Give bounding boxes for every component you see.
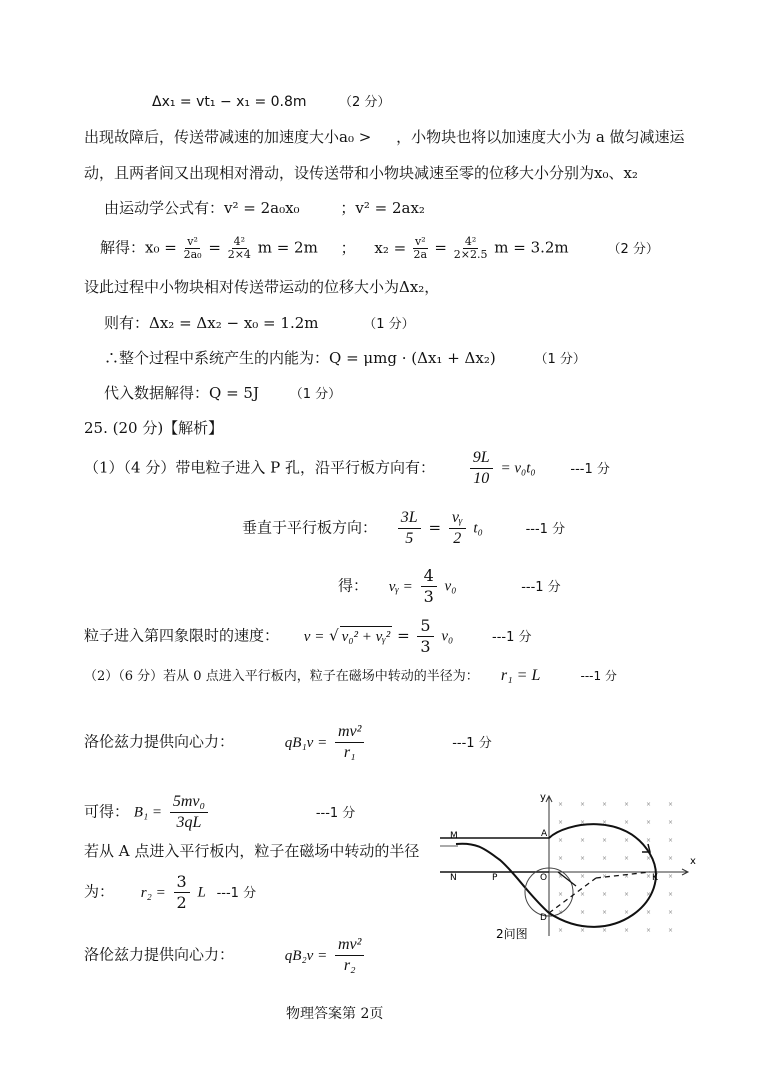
text: = — [208, 238, 221, 257]
sqrt-content: v₀² + vᵧ² — [340, 626, 393, 647]
text: B₁ = — [133, 804, 163, 821]
field-cross: × — [602, 801, 608, 808]
field-cross: × — [602, 855, 608, 862]
score: ---1 分 — [315, 805, 356, 821]
field-cross: × — [558, 855, 564, 862]
field-cross: × — [558, 909, 564, 916]
text: t₀ — [473, 520, 483, 537]
numerator: 3 — [174, 872, 190, 893]
score: ---1 分 — [216, 885, 257, 901]
fraction — [335, 722, 364, 763]
denominator: 2a₀ — [183, 248, 202, 261]
text: 洛伦兹力提供向心力： — [84, 945, 235, 964]
part1-speed — [84, 616, 532, 657]
score: ---1 分 — [580, 669, 617, 683]
field-cross: × — [580, 801, 586, 808]
field-cross: × — [602, 909, 608, 916]
field-cross: × — [624, 819, 630, 826]
label-P: P — [492, 873, 498, 883]
numerator: 9L — [470, 448, 493, 469]
text: 为： — [84, 882, 115, 901]
part1-parallel — [84, 448, 610, 489]
result-B1 — [84, 792, 355, 833]
field-cross: × — [580, 855, 586, 862]
sqrt-symbol: √ — [329, 626, 339, 645]
field-cross: × — [558, 873, 564, 880]
field-cross: × — [602, 927, 608, 934]
field-cross: × — [580, 927, 586, 934]
equation-delta-x1 — [152, 92, 390, 113]
numerator: 4 — [421, 566, 437, 587]
field-cross: × — [646, 819, 652, 826]
field-cross: × — [668, 801, 674, 808]
text: （1）（4 分）带电粒子进入 P 孔，沿平行板方向有： — [84, 458, 435, 477]
label-x: x — [690, 856, 696, 867]
text: 洛伦兹力提供向心力： — [84, 732, 235, 751]
field-cross: × — [624, 873, 630, 880]
label-N: N — [450, 873, 457, 883]
score: ---1 分 — [492, 629, 532, 645]
field-cross: × — [646, 873, 652, 880]
lorentz-force-1 — [84, 722, 492, 763]
field-cross: × — [558, 927, 564, 934]
text: ； — [340, 238, 356, 257]
text: qB₂v = — [284, 947, 328, 964]
field-cross: × — [646, 927, 652, 934]
field-cross: × — [668, 927, 674, 934]
fraction — [449, 508, 466, 549]
text: 代入数据解得：Q = 5J — [104, 384, 259, 402]
denominator: 2a — [413, 248, 428, 261]
fraction — [398, 508, 421, 549]
score: （1 分） — [289, 387, 342, 402]
field-cross: × — [646, 801, 652, 808]
text: v₀ — [444, 578, 457, 595]
score: ---1 分 — [525, 521, 566, 537]
lorentz-force-2 — [84, 935, 367, 976]
field-cross: × — [624, 855, 630, 862]
fraction — [184, 236, 202, 261]
field-cross: × — [624, 909, 630, 916]
text: 则有：Δx₂ = Δx₂ − x₀ = 1.2m — [104, 314, 319, 332]
score: （2 分） — [607, 241, 659, 257]
score: （1 分） — [363, 317, 415, 332]
denominator: r₂ — [343, 957, 356, 974]
field-cross: × — [558, 837, 564, 844]
denominator: 5 — [405, 530, 414, 547]
numerator: 5mv₀ — [170, 792, 208, 813]
relative-displacement — [104, 313, 415, 335]
numerator: v² — [187, 235, 198, 248]
text: r₁ = L — [500, 667, 541, 684]
text: ，小物块也将以加速度大小为 a 做匀减速运 — [396, 128, 685, 146]
label-K: K — [652, 873, 658, 883]
text: qB₁v = — [284, 734, 328, 751]
fraction — [228, 236, 251, 261]
text-line-18: 若从 A 点进入平行板内，粒子在磁场中转动的半径 — [84, 842, 420, 860]
text: ；v² = 2ax₂ — [340, 199, 425, 217]
field-cross: × — [668, 837, 674, 844]
numerator: 5 — [417, 616, 433, 637]
field-cross: × — [646, 891, 652, 898]
text: L — [197, 884, 206, 901]
eq-text: Δx₁ = vt₁ − x₁ = 0.8m — [152, 94, 307, 110]
field-cross: × — [646, 909, 652, 916]
text: 由运动学公式有：v² = 2a₀x₀ — [104, 199, 300, 217]
page-footer: 物理答案第 2页 — [286, 1006, 384, 1022]
text: = v₀t₀ — [500, 460, 536, 477]
field-cross: × — [668, 873, 674, 880]
part1-perpendicular — [242, 508, 565, 549]
numerator: 3L — [398, 508, 421, 529]
text: vᵧ = — [388, 578, 413, 595]
field-cross: × — [580, 909, 586, 916]
text-line-6: 设此过程中小物块相对传送带运动的位移大小为Δx₂， — [84, 278, 440, 296]
magnetic-field-diagram — [436, 788, 704, 944]
label-O: O — [540, 873, 548, 883]
denominator: r₁ — [343, 744, 356, 761]
text: 出现故障后，传送带减速的加速度大小a₀ > — [84, 128, 372, 146]
field-cross: × — [602, 891, 608, 898]
text: x₂ = — [374, 238, 407, 257]
text: r₂ = — [140, 884, 166, 901]
numerator: 4² — [464, 235, 477, 248]
text: = — [434, 238, 447, 257]
field-cross: × — [668, 909, 674, 916]
field-cross: × — [646, 855, 652, 862]
score: ---1 分 — [570, 461, 610, 477]
denominator: 2×2.5 — [453, 248, 488, 261]
denominator: 2×4 — [227, 248, 251, 261]
field-cross: × — [668, 855, 674, 862]
text-line-2 — [84, 127, 685, 147]
text: m = 2m — [257, 238, 318, 257]
part2-radius1 — [84, 666, 617, 687]
text: ∴整个过程中系统产生的内能为：Q = μmg · (Δx₁ + Δx₂) — [104, 349, 496, 367]
kinematics-equations — [104, 198, 425, 218]
fraction — [417, 616, 433, 657]
text: 得： — [338, 576, 369, 595]
field-cross: × — [602, 819, 608, 826]
text: v = — [303, 628, 325, 645]
field-cross: × — [668, 819, 674, 826]
field-cross: × — [580, 819, 586, 826]
field-cross: × — [624, 837, 630, 844]
solve-x0-x2 — [100, 236, 659, 261]
text: 解得：x₀ = — [100, 238, 177, 257]
score: ---1 分 — [452, 735, 492, 751]
numerator: v² — [414, 235, 426, 248]
text: v₀ — [441, 628, 454, 645]
score: （1 分） — [534, 352, 586, 367]
field-cross: × — [624, 891, 630, 898]
field-cross: × — [558, 801, 564, 808]
score: ---1 分 — [521, 579, 561, 595]
text: = — [397, 626, 410, 645]
field-cross: × — [580, 873, 586, 880]
result-Q — [104, 383, 341, 405]
denominator: 2 — [453, 530, 462, 547]
fraction — [174, 872, 190, 913]
text: （2）（6 分）若从 0 点进入平行板内，粒子在磁场中转动的半径为： — [84, 669, 479, 684]
trajectory-in-plates — [456, 844, 549, 913]
part2-radius2 — [84, 872, 256, 913]
denominator: 3qL — [176, 814, 202, 831]
label-y: y — [540, 792, 546, 803]
field-cross: × — [558, 819, 564, 826]
numerator: 4² — [233, 235, 246, 248]
fraction — [170, 792, 208, 833]
denominator: 2 — [176, 893, 187, 912]
fraction — [470, 448, 493, 489]
fraction — [454, 236, 488, 261]
field-cross: × — [624, 927, 630, 934]
field-cross: × — [668, 891, 674, 898]
internal-energy — [104, 348, 586, 370]
field-cross: × — [580, 891, 586, 898]
text: 粒子进入第四象限时的速度： — [84, 626, 280, 645]
fraction — [421, 566, 437, 607]
text: 垂直于平行板方向： — [242, 518, 378, 537]
field-cross: × — [602, 837, 608, 844]
question-25-heading: 25. (20 分)【解析】 — [84, 419, 224, 437]
field-cross: × — [558, 891, 564, 898]
field-cross: × — [580, 837, 586, 844]
numerator: vᵧ — [449, 508, 466, 529]
denominator: 3 — [423, 587, 434, 606]
fraction — [413, 236, 428, 261]
text: m = 3.2m — [494, 238, 569, 257]
fraction — [335, 935, 364, 976]
text: = — [428, 518, 442, 537]
denominator: 10 — [473, 470, 490, 487]
numerator: mv² — [335, 722, 364, 743]
label-M: M — [450, 831, 458, 841]
label-A: A — [541, 829, 548, 839]
figure-caption: 2问图 — [496, 927, 528, 941]
label-D: D — [540, 913, 547, 923]
field-cross: × — [646, 837, 652, 844]
field-cross: × — [624, 801, 630, 808]
denominator: 3 — [420, 637, 431, 656]
text-line-3: 动，且两者间又出现相对滑动，设传送带和小物块减速至零的位移大小分别为x₀、x₂ — [84, 164, 638, 182]
text: 可得： — [84, 802, 130, 821]
score: （2 分） — [339, 95, 391, 110]
part1-vy — [338, 566, 561, 607]
field-cross: × — [602, 873, 608, 880]
numerator: mv² — [335, 935, 364, 956]
